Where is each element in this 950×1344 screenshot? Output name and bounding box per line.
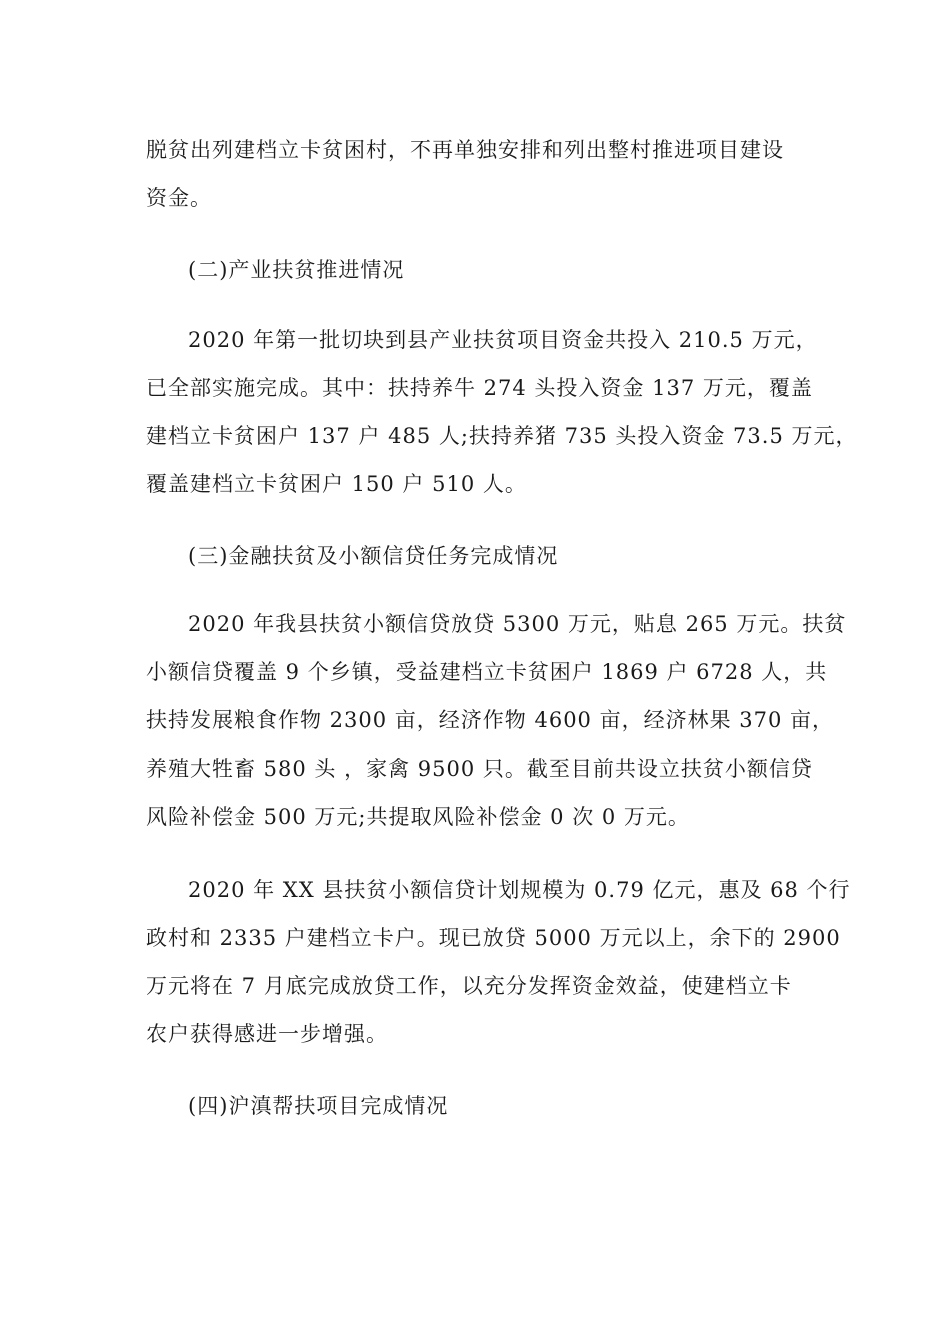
section-heading-shanghai-yunnan: (四)沪滇帮扶项目完成情况 — [188, 1094, 449, 1118]
section-heading-industry-poverty: (二)产业扶贫推进情况 — [188, 258, 405, 282]
paragraph-line: 养殖大牲畜 580 头 ，家禽 9500 只。截至目前共设立扶贫小额信贷 — [146, 757, 813, 781]
paragraph-line: 农户获得感进一步增强。 — [146, 1022, 388, 1046]
paragraph-line: 建档立卡贫困户 137 户 485 人;扶持养猪 735 头投入资金 73.5 万元， — [146, 424, 858, 448]
section-heading-financial-poverty: (三)金融扶贫及小额信贷任务完成情况 — [188, 544, 559, 568]
paragraph-line: 2020 年第一批切块到县产业扶贫项目资金共投入 210.5 万元， — [188, 328, 818, 352]
paragraph-line: 已全部实施完成。其中：扶持养牛 274 头投入资金 137 万元，覆盖 — [146, 376, 813, 400]
paragraph-line: 万元将在 7 月底完成放贷工作，以充分发挥资金效益，使建档立卡 — [146, 974, 792, 998]
paragraph-line: 2020 年我县扶贫小额信贷放贷 5300 万元，贴息 265 万元。扶贫 — [188, 612, 847, 636]
paragraph-line: 政村和 2335 户建档立卡户。现已放贷 5000 万元以上，余下的 2900 — [146, 926, 841, 950]
paragraph-line: 脱贫出列建档立卡贫困村，不再单独安排和列出整村推进项目建设 — [146, 138, 784, 162]
paragraph-line: 覆盖建档立卡贫困户 150 户 510 人。 — [146, 472, 527, 496]
paragraph-line: 风险补偿金 500 万元;共提取风险补偿金 0 次 0 万元。 — [146, 805, 690, 829]
paragraph-line: 2020 年 XX 县扶贫小额信贷计划规模为 0.79 亿元，惠及 68 个行 — [188, 878, 851, 902]
paragraph-line: 扶持发展粮食作物 2300 亩，经济作物 4600 亩，经济林果 370 亩， — [146, 708, 835, 732]
paragraph-line: 小额信贷覆盖 9 个乡镇，受益建档立卡贫困户 1869 户 6728 人，共 — [146, 660, 828, 684]
paragraph-line: 资金。 — [146, 186, 212, 210]
